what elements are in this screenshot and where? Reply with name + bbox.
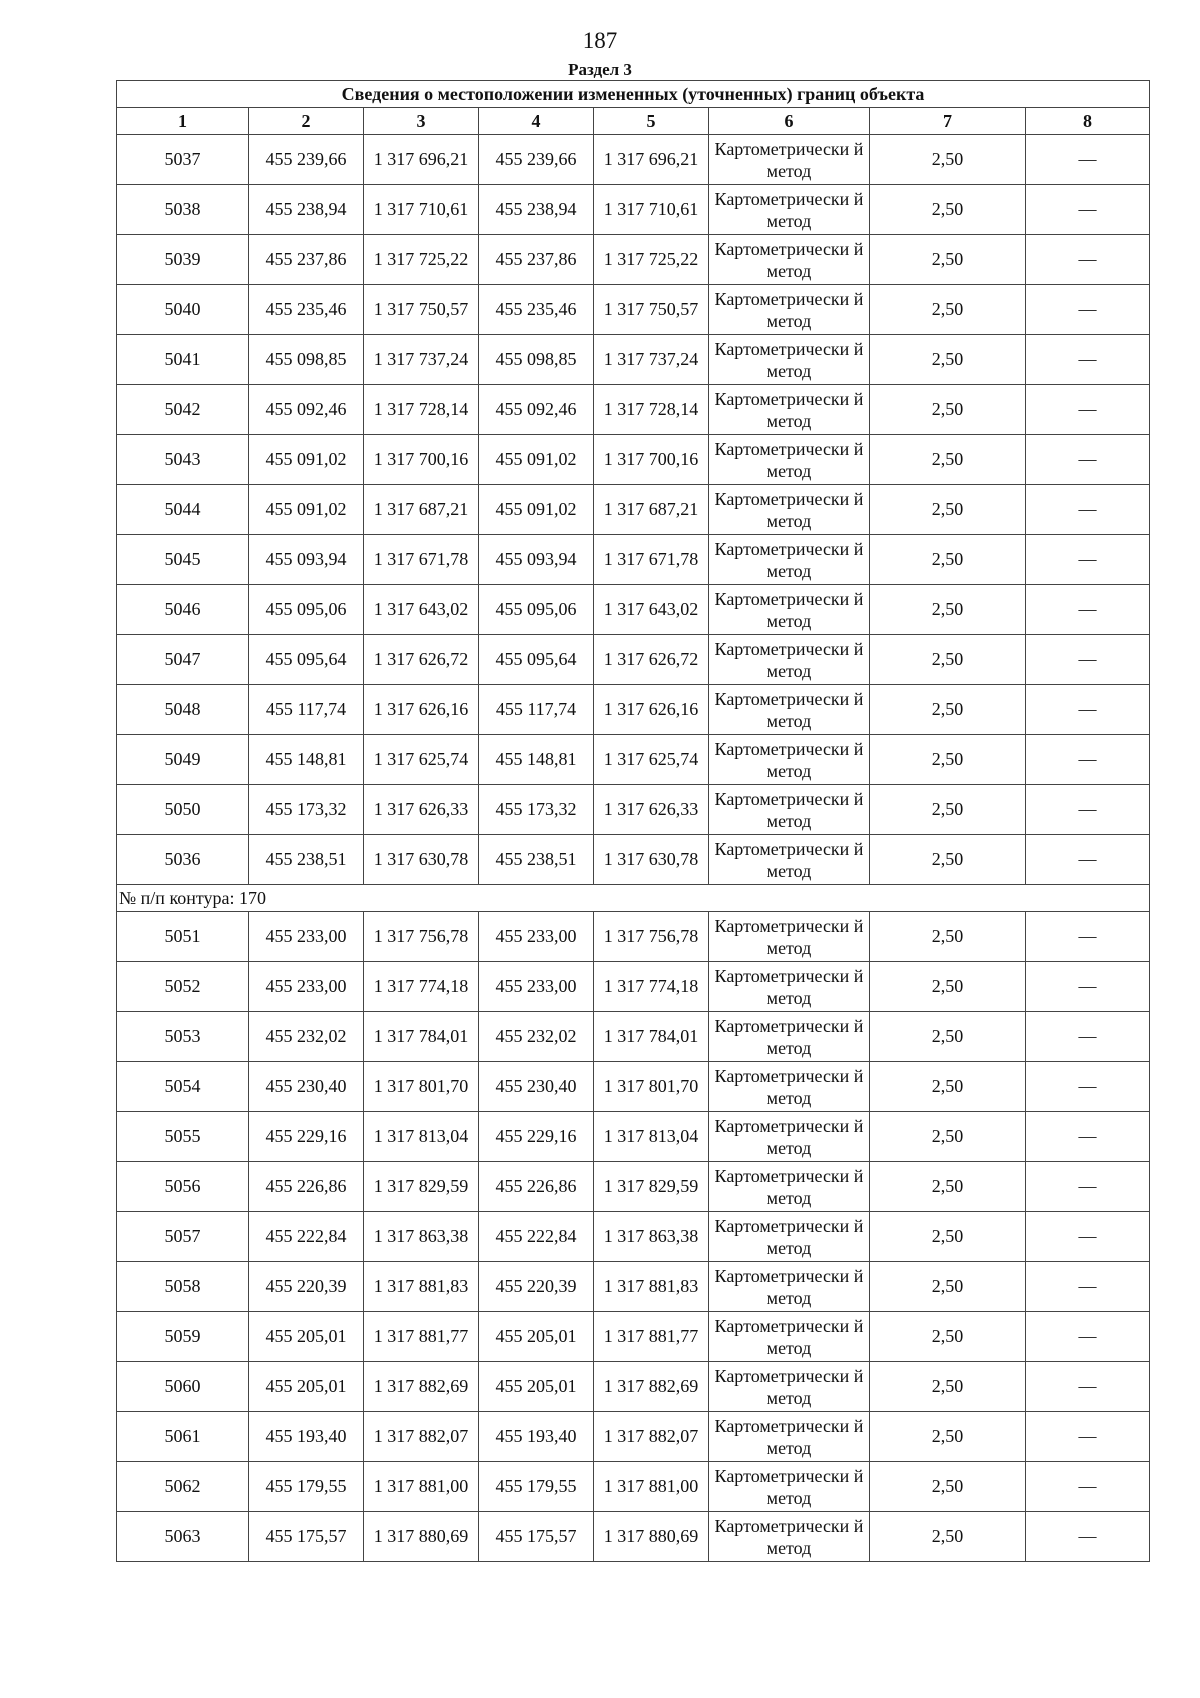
section-title: Раздел 3 bbox=[568, 60, 632, 79]
description-cell: — bbox=[1026, 335, 1150, 385]
method-cell: Картометрически й метод bbox=[709, 785, 870, 835]
x-old-cell: 455 098,85 bbox=[249, 335, 364, 385]
method-cell: Картометрически й метод bbox=[709, 1262, 870, 1312]
contour-row bbox=[117, 885, 1150, 912]
x-old-cell: 455 173,32 bbox=[249, 785, 364, 835]
column-header: 3 bbox=[364, 108, 479, 135]
point-number-cell: 5036 bbox=[117, 835, 249, 885]
x-old-cell: 455 233,00 bbox=[249, 912, 364, 962]
accuracy-cell: 2,50 bbox=[870, 1312, 1026, 1362]
y-old-cell: 1 317 829,59 bbox=[364, 1162, 479, 1212]
x-new-cell: 455 226,86 bbox=[479, 1162, 594, 1212]
column-header: 2 bbox=[249, 108, 364, 135]
point-number-cell: 5040 bbox=[117, 285, 249, 335]
method-cell: Картометрически й метод bbox=[709, 435, 870, 485]
y-new-cell: 1 317 626,33 bbox=[594, 785, 709, 835]
method-cell: Картометрически й метод bbox=[709, 1312, 870, 1362]
column-header: 7 bbox=[870, 108, 1026, 135]
y-new-cell: 1 317 710,61 bbox=[594, 185, 709, 235]
method-cell: Картометрически й метод bbox=[709, 735, 870, 785]
y-old-cell: 1 317 630,78 bbox=[364, 835, 479, 885]
point-number-cell: 5051 bbox=[117, 912, 249, 962]
description-cell: — bbox=[1026, 962, 1150, 1012]
accuracy-cell: 2,50 bbox=[870, 1112, 1026, 1162]
table-body bbox=[117, 81, 1150, 1562]
y-old-cell: 1 317 881,00 bbox=[364, 1462, 479, 1512]
table-row bbox=[117, 135, 1150, 185]
point-number-cell: 5050 bbox=[117, 785, 249, 835]
method-cell: Картометрически й метод bbox=[709, 962, 870, 1012]
y-new-cell: 1 317 882,07 bbox=[594, 1412, 709, 1462]
description-cell: — bbox=[1026, 385, 1150, 435]
x-old-cell: 455 193,40 bbox=[249, 1412, 364, 1462]
point-number-cell: 5039 bbox=[117, 235, 249, 285]
method-cell: Картометрически й метод bbox=[709, 185, 870, 235]
method-cell: Картометрически й метод bbox=[709, 912, 870, 962]
description-cell: — bbox=[1026, 1212, 1150, 1262]
y-old-cell: 1 317 700,16 bbox=[364, 435, 479, 485]
accuracy-cell: 2,50 bbox=[870, 1512, 1026, 1562]
table-row bbox=[117, 1412, 1150, 1462]
x-old-cell: 455 229,16 bbox=[249, 1112, 364, 1162]
y-new-cell: 1 317 881,00 bbox=[594, 1462, 709, 1512]
method-cell: Картометрически й метод bbox=[709, 235, 870, 285]
y-old-cell: 1 317 710,61 bbox=[364, 185, 479, 235]
y-new-cell: 1 317 625,74 bbox=[594, 735, 709, 785]
y-old-cell: 1 317 784,01 bbox=[364, 1012, 479, 1062]
accuracy-cell: 2,50 bbox=[870, 135, 1026, 185]
x-new-cell: 455 239,66 bbox=[479, 135, 594, 185]
description-cell: — bbox=[1026, 1462, 1150, 1512]
accuracy-cell: 2,50 bbox=[870, 1012, 1026, 1062]
y-old-cell: 1 317 801,70 bbox=[364, 1062, 479, 1112]
method-cell: Картометрически й метод bbox=[709, 1512, 870, 1562]
method-cell: Картометрически й метод bbox=[709, 535, 870, 585]
point-number-cell: 5062 bbox=[117, 1462, 249, 1512]
accuracy-cell: 2,50 bbox=[870, 1062, 1026, 1112]
accuracy-cell: 2,50 bbox=[870, 485, 1026, 535]
accuracy-cell: 2,50 bbox=[870, 385, 1026, 435]
description-cell: — bbox=[1026, 785, 1150, 835]
y-old-cell: 1 317 774,18 bbox=[364, 962, 479, 1012]
y-old-cell: 1 317 882,07 bbox=[364, 1412, 479, 1462]
accuracy-cell: 2,50 bbox=[870, 1412, 1026, 1462]
x-new-cell: 455 222,84 bbox=[479, 1212, 594, 1262]
x-new-cell: 455 091,02 bbox=[479, 485, 594, 535]
x-old-cell: 455 222,84 bbox=[249, 1212, 364, 1262]
description-cell: — bbox=[1026, 1262, 1150, 1312]
description-cell: — bbox=[1026, 912, 1150, 962]
y-new-cell: 1 317 881,77 bbox=[594, 1312, 709, 1362]
x-old-cell: 455 175,57 bbox=[249, 1512, 364, 1562]
table-row bbox=[117, 1162, 1150, 1212]
table-row bbox=[117, 962, 1150, 1012]
table-row bbox=[117, 535, 1150, 585]
description-cell: — bbox=[1026, 235, 1150, 285]
point-number-cell: 5056 bbox=[117, 1162, 249, 1212]
y-old-cell: 1 317 626,16 bbox=[364, 685, 479, 735]
x-new-cell: 455 229,16 bbox=[479, 1112, 594, 1162]
point-number-cell: 5055 bbox=[117, 1112, 249, 1162]
y-old-cell: 1 317 643,02 bbox=[364, 585, 479, 635]
x-new-cell: 455 173,32 bbox=[479, 785, 594, 835]
point-number-cell: 5043 bbox=[117, 435, 249, 485]
x-old-cell: 455 226,86 bbox=[249, 1162, 364, 1212]
y-new-cell: 1 317 881,83 bbox=[594, 1262, 709, 1312]
point-number-cell: 5045 bbox=[117, 535, 249, 585]
description-cell: — bbox=[1026, 1112, 1150, 1162]
method-cell: Картометрически й метод bbox=[709, 285, 870, 335]
x-new-cell: 455 175,57 bbox=[479, 1512, 594, 1562]
table-row bbox=[117, 835, 1150, 885]
x-new-cell: 455 193,40 bbox=[479, 1412, 594, 1462]
description-cell: — bbox=[1026, 1362, 1150, 1412]
x-new-cell: 455 179,55 bbox=[479, 1462, 594, 1512]
method-cell: Картометрически й метод bbox=[709, 1062, 870, 1112]
point-number-cell: 5061 bbox=[117, 1412, 249, 1462]
x-old-cell: 455 091,02 bbox=[249, 485, 364, 535]
accuracy-cell: 2,50 bbox=[870, 685, 1026, 735]
description-cell: — bbox=[1026, 635, 1150, 685]
x-new-cell: 455 233,00 bbox=[479, 962, 594, 1012]
accuracy-cell: 2,50 bbox=[870, 1262, 1026, 1312]
x-new-cell: 455 238,51 bbox=[479, 835, 594, 885]
y-new-cell: 1 317 737,24 bbox=[594, 335, 709, 385]
accuracy-cell: 2,50 bbox=[870, 785, 1026, 835]
x-new-cell: 455 095,06 bbox=[479, 585, 594, 635]
x-new-cell: 455 235,46 bbox=[479, 285, 594, 335]
description-cell: — bbox=[1026, 685, 1150, 735]
x-new-cell: 455 117,74 bbox=[479, 685, 594, 735]
table-row bbox=[117, 385, 1150, 435]
method-cell: Картометрически й метод bbox=[709, 1362, 870, 1412]
y-new-cell: 1 317 863,38 bbox=[594, 1212, 709, 1262]
y-new-cell: 1 317 882,69 bbox=[594, 1362, 709, 1412]
accuracy-cell: 2,50 bbox=[870, 962, 1026, 1012]
x-old-cell: 455 205,01 bbox=[249, 1312, 364, 1362]
x-new-cell: 455 232,02 bbox=[479, 1012, 594, 1062]
table-row bbox=[117, 1262, 1150, 1312]
column-header: 1 bbox=[117, 108, 249, 135]
description-cell: — bbox=[1026, 585, 1150, 635]
table-row bbox=[117, 285, 1150, 335]
method-cell: Картометрически й метод bbox=[709, 685, 870, 735]
x-new-cell: 455 230,40 bbox=[479, 1062, 594, 1112]
y-old-cell: 1 317 756,78 bbox=[364, 912, 479, 962]
x-old-cell: 455 205,01 bbox=[249, 1362, 364, 1412]
table-row bbox=[117, 1112, 1150, 1162]
x-new-cell: 455 220,39 bbox=[479, 1262, 594, 1312]
x-new-cell: 455 095,64 bbox=[479, 635, 594, 685]
x-new-cell: 455 098,85 bbox=[479, 335, 594, 385]
y-old-cell: 1 317 880,69 bbox=[364, 1512, 479, 1562]
method-cell: Картометрически й метод bbox=[709, 1462, 870, 1512]
x-old-cell: 455 239,66 bbox=[249, 135, 364, 185]
y-new-cell: 1 317 626,16 bbox=[594, 685, 709, 735]
x-old-cell: 455 238,51 bbox=[249, 835, 364, 885]
x-old-cell: 455 117,74 bbox=[249, 685, 364, 735]
x-old-cell: 455 148,81 bbox=[249, 735, 364, 785]
table-row bbox=[117, 785, 1150, 835]
contour-label: № п/п контура: 170 bbox=[117, 885, 1150, 912]
description-cell: — bbox=[1026, 1062, 1150, 1112]
method-cell: Картометрически й метод bbox=[709, 585, 870, 635]
table-row bbox=[117, 685, 1150, 735]
accuracy-cell: 2,50 bbox=[870, 1462, 1026, 1512]
table-row bbox=[117, 735, 1150, 785]
point-number-cell: 5044 bbox=[117, 485, 249, 535]
boundary-table bbox=[116, 80, 1150, 1562]
x-new-cell: 455 091,02 bbox=[479, 435, 594, 485]
y-new-cell: 1 317 750,57 bbox=[594, 285, 709, 335]
y-old-cell: 1 317 626,33 bbox=[364, 785, 479, 835]
table-row bbox=[117, 1062, 1150, 1112]
y-new-cell: 1 317 671,78 bbox=[594, 535, 709, 585]
accuracy-cell: 2,50 bbox=[870, 185, 1026, 235]
x-old-cell: 455 230,40 bbox=[249, 1062, 364, 1112]
y-old-cell: 1 317 737,24 bbox=[364, 335, 479, 385]
table-row bbox=[117, 235, 1150, 285]
y-old-cell: 1 317 881,77 bbox=[364, 1312, 479, 1362]
point-number-cell: 5041 bbox=[117, 335, 249, 385]
point-number-cell: 5060 bbox=[117, 1362, 249, 1412]
point-number-cell: 5049 bbox=[117, 735, 249, 785]
y-old-cell: 1 317 625,74 bbox=[364, 735, 479, 785]
column-header: 6 bbox=[709, 108, 870, 135]
point-number-cell: 5038 bbox=[117, 185, 249, 235]
table-row bbox=[117, 1212, 1150, 1262]
y-new-cell: 1 317 626,72 bbox=[594, 635, 709, 685]
y-old-cell: 1 317 882,69 bbox=[364, 1362, 479, 1412]
y-new-cell: 1 317 774,18 bbox=[594, 962, 709, 1012]
x-new-cell: 455 148,81 bbox=[479, 735, 594, 785]
y-old-cell: 1 317 687,21 bbox=[364, 485, 479, 535]
y-new-cell: 1 317 784,01 bbox=[594, 1012, 709, 1062]
point-number-cell: 5063 bbox=[117, 1512, 249, 1562]
point-number-cell: 5042 bbox=[117, 385, 249, 435]
method-cell: Картометрически й метод bbox=[709, 485, 870, 535]
accuracy-cell: 2,50 bbox=[870, 1162, 1026, 1212]
description-cell: — bbox=[1026, 285, 1150, 335]
table-row bbox=[117, 485, 1150, 535]
y-new-cell: 1 317 725,22 bbox=[594, 235, 709, 285]
description-cell: — bbox=[1026, 735, 1150, 785]
accuracy-cell: 2,50 bbox=[870, 635, 1026, 685]
x-old-cell: 455 237,86 bbox=[249, 235, 364, 285]
y-new-cell: 1 317 880,69 bbox=[594, 1512, 709, 1562]
y-old-cell: 1 317 750,57 bbox=[364, 285, 479, 335]
y-new-cell: 1 317 630,78 bbox=[594, 835, 709, 885]
point-number-cell: 5048 bbox=[117, 685, 249, 735]
y-old-cell: 1 317 696,21 bbox=[364, 135, 479, 185]
accuracy-cell: 2,50 bbox=[870, 435, 1026, 485]
y-new-cell: 1 317 756,78 bbox=[594, 912, 709, 962]
x-new-cell: 455 093,94 bbox=[479, 535, 594, 585]
x-new-cell: 455 092,46 bbox=[479, 385, 594, 435]
y-old-cell: 1 317 725,22 bbox=[364, 235, 479, 285]
point-number-cell: 5052 bbox=[117, 962, 249, 1012]
x-old-cell: 455 095,06 bbox=[249, 585, 364, 635]
x-new-cell: 455 238,94 bbox=[479, 185, 594, 235]
y-old-cell: 1 317 881,83 bbox=[364, 1262, 479, 1312]
x-old-cell: 455 220,39 bbox=[249, 1262, 364, 1312]
accuracy-cell: 2,50 bbox=[870, 235, 1026, 285]
method-cell: Картометрически й метод bbox=[709, 635, 870, 685]
description-cell: — bbox=[1026, 1412, 1150, 1462]
description-cell: — bbox=[1026, 535, 1150, 585]
column-header: 5 bbox=[594, 108, 709, 135]
method-cell: Картометрически й метод bbox=[709, 135, 870, 185]
point-number-cell: 5037 bbox=[117, 135, 249, 185]
description-cell: — bbox=[1026, 1012, 1150, 1062]
table-row bbox=[117, 1312, 1150, 1362]
y-new-cell: 1 317 813,04 bbox=[594, 1112, 709, 1162]
accuracy-cell: 2,50 bbox=[870, 335, 1026, 385]
x-old-cell: 455 238,94 bbox=[249, 185, 364, 235]
accuracy-cell: 2,50 bbox=[870, 585, 1026, 635]
point-number-cell: 5047 bbox=[117, 635, 249, 685]
table-row bbox=[117, 1512, 1150, 1562]
column-header: 4 bbox=[479, 108, 594, 135]
method-cell: Картометрически й метод bbox=[709, 385, 870, 435]
table-row bbox=[117, 185, 1150, 235]
description-cell: — bbox=[1026, 835, 1150, 885]
description-cell: — bbox=[1026, 435, 1150, 485]
x-old-cell: 455 093,94 bbox=[249, 535, 364, 585]
point-number-cell: 5058 bbox=[117, 1262, 249, 1312]
accuracy-cell: 2,50 bbox=[870, 835, 1026, 885]
table-title: Сведения о местоположении измененных (уточненных) границ объекта bbox=[117, 81, 1150, 108]
x-old-cell: 455 179,55 bbox=[249, 1462, 364, 1512]
method-cell: Картометрически й метод bbox=[709, 335, 870, 385]
x-old-cell: 455 235,46 bbox=[249, 285, 364, 335]
table-row bbox=[117, 635, 1150, 685]
y-old-cell: 1 317 863,38 bbox=[364, 1212, 479, 1262]
y-old-cell: 1 317 626,72 bbox=[364, 635, 479, 685]
table-row bbox=[117, 585, 1150, 635]
table-row bbox=[117, 435, 1150, 485]
point-number-cell: 5054 bbox=[117, 1062, 249, 1112]
accuracy-cell: 2,50 bbox=[870, 285, 1026, 335]
y-new-cell: 1 317 801,70 bbox=[594, 1062, 709, 1112]
description-cell: — bbox=[1026, 135, 1150, 185]
description-cell: — bbox=[1026, 485, 1150, 535]
x-old-cell: 455 233,00 bbox=[249, 962, 364, 1012]
accuracy-cell: 2,50 bbox=[870, 735, 1026, 785]
description-cell: — bbox=[1026, 1312, 1150, 1362]
accuracy-cell: 2,50 bbox=[870, 912, 1026, 962]
point-number-cell: 5057 bbox=[117, 1212, 249, 1262]
table-row bbox=[117, 912, 1150, 962]
y-old-cell: 1 317 813,04 bbox=[364, 1112, 479, 1162]
point-number-cell: 5046 bbox=[117, 585, 249, 635]
table-row bbox=[117, 1362, 1150, 1412]
y-new-cell: 1 317 700,16 bbox=[594, 435, 709, 485]
table-row bbox=[117, 335, 1150, 385]
column-header: 8 bbox=[1026, 108, 1150, 135]
column-header-row bbox=[117, 108, 1150, 135]
method-cell: Картометрически й метод bbox=[709, 835, 870, 885]
accuracy-cell: 2,50 bbox=[870, 1362, 1026, 1412]
description-cell: — bbox=[1026, 1512, 1150, 1562]
description-cell: — bbox=[1026, 1162, 1150, 1212]
method-cell: Картометрически й метод bbox=[709, 1412, 870, 1462]
table-row bbox=[117, 1012, 1150, 1062]
x-old-cell: 455 092,46 bbox=[249, 385, 364, 435]
method-cell: Картометрически й метод bbox=[709, 1212, 870, 1262]
x-new-cell: 455 205,01 bbox=[479, 1312, 594, 1362]
method-cell: Картометрически й метод bbox=[709, 1012, 870, 1062]
table-title-row bbox=[117, 81, 1150, 108]
table-row bbox=[117, 1462, 1150, 1512]
x-new-cell: 455 233,00 bbox=[479, 912, 594, 962]
page-number: 187 bbox=[582, 28, 618, 53]
accuracy-cell: 2,50 bbox=[870, 535, 1026, 585]
y-new-cell: 1 317 696,21 bbox=[594, 135, 709, 185]
y-new-cell: 1 317 728,14 bbox=[594, 385, 709, 435]
point-number-cell: 5059 bbox=[117, 1312, 249, 1362]
description-cell: — bbox=[1026, 185, 1150, 235]
x-new-cell: 455 237,86 bbox=[479, 235, 594, 285]
method-cell: Картометрически й метод bbox=[709, 1162, 870, 1212]
y-new-cell: 1 317 643,02 bbox=[594, 585, 709, 635]
y-old-cell: 1 317 728,14 bbox=[364, 385, 479, 435]
x-old-cell: 455 232,02 bbox=[249, 1012, 364, 1062]
y-old-cell: 1 317 671,78 bbox=[364, 535, 479, 585]
x-old-cell: 455 095,64 bbox=[249, 635, 364, 685]
method-cell: Картометрически й метод bbox=[709, 1112, 870, 1162]
x-old-cell: 455 091,02 bbox=[249, 435, 364, 485]
y-new-cell: 1 317 829,59 bbox=[594, 1162, 709, 1212]
accuracy-cell: 2,50 bbox=[870, 1212, 1026, 1262]
x-new-cell: 455 205,01 bbox=[479, 1362, 594, 1412]
y-new-cell: 1 317 687,21 bbox=[594, 485, 709, 535]
point-number-cell: 5053 bbox=[117, 1012, 249, 1062]
